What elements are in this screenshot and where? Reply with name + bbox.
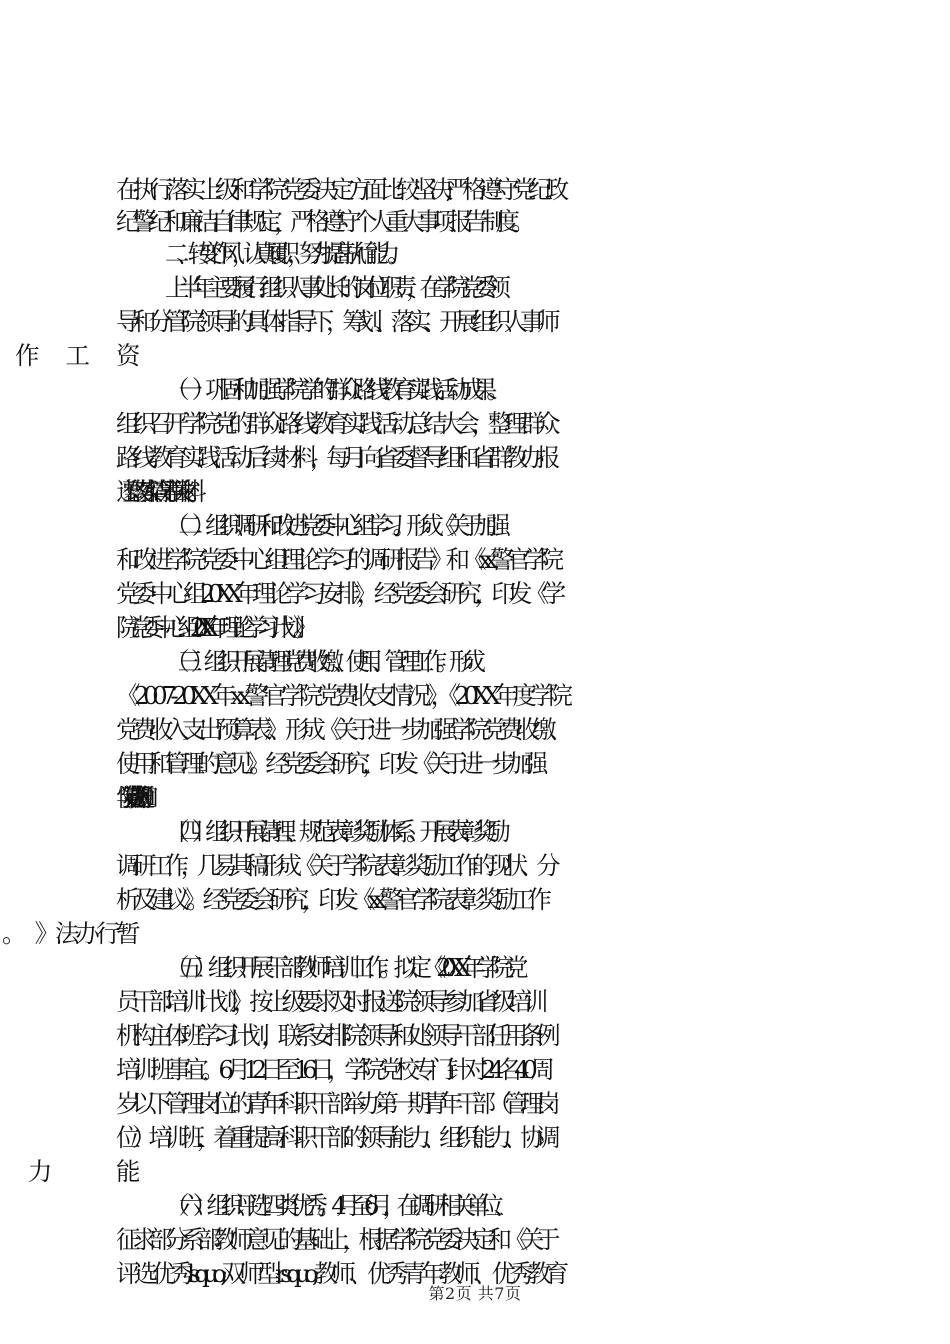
body-line: 导和分管院领导的具体指导下，筹划、落实、开展组织人事师 [116,307,553,336]
section-heading: 二、转变作风，认真履职，努力提高执行能力。 [165,239,399,268]
body-line: 纪警纪和廉洁自律规定，严格遵守个人重大事项报告制度。 [116,207,528,236]
body-line: （三）组织开展清理党费收缴、使用、管理工作。形成 [165,647,475,676]
body-line: 员干部培训计划》，按上级要求及时报送院领导参加省级培训 [116,987,541,1016]
body-line: （五）组织开展干部教师培训工作。拟定《20XX年学院党 [165,953,519,982]
body-line: 机构主体班学习计划，联系安排院领导和处领导干部任用条例 [116,1021,553,1050]
body-line: 调研工作，几易其稿形成《关于学院表彰奖励工作的现状、分 [116,851,553,880]
body-line: 组织召开学院党的群众路线教育实践活动总结大会，整理群众 [116,409,553,438]
body-line [116,1156,950,1188]
body-line: （六）组织评选四类优秀。4月至6月，在调研相关单位、 [165,1191,508,1220]
body-line: （四）组织开展清理、规范表彰奖励体系。开展表彰奖励 [165,817,500,846]
body-line: 培训班事宜。6月12日至16日，学院党校专门针对24名40周 [116,1055,548,1084]
body-line: 和改进学院党委中心组理论学习的调研报告》和《xx警官学院 [116,545,557,574]
body-line: 征求部分系部教师意见的基础上，根据学院党委决定和《关于 [116,1225,553,1254]
body-line: 送整改落实情况等相关材料。 [116,477,195,506]
body-line: 学院党费管理的通知》。 [116,783,129,812]
body-line: 院党委中心组20XX年理论学习计划》。 [116,613,306,642]
body-line: 《2007-20XX年xx警官学院党费收支情况》，《20XX年度学院 [116,681,567,710]
body-line: （二）组织调研和改进党委中心组学习。形成《关于加强 [165,511,500,540]
body-line [116,340,950,372]
body-line: 岁以下管理岗位的青年科职干部举办第一期青年干部（管理岗 [116,1089,553,1118]
body-line: 在执行落实上级和学院党委决定方面比较坚决;严格遵守党纪政 [116,175,562,204]
page-number-footer: 第2页 共7页 [428,1284,522,1303]
body-line [116,918,950,950]
body-line: 党费收入支出预算表》、形成《关于进一步加强学院党费收缴、 [116,715,566,744]
body-line: 使用和管理的意见》。经党委会研究，印发《关于进一步加强 [116,749,541,778]
body-line: 上半年主要履行组织人事处长的岗位职责，在学院党委领 [165,273,500,302]
body-line: 党委中心组20XX年理论学习安排》，经党委会研究，印发《学 [116,579,559,608]
body-line: 析及建议》。经党委会研究，印发《xx警官学院表彰奖励工作 [116,885,544,914]
body-line: 位）培训班，着重提高科职干部的领导能力、组织能力、协调 [116,1123,553,1152]
body-line: 路线教育实践活动后续材料，每月向省委督导组和省群教办报 [116,443,553,472]
body-line: （一）巩固和加强学院学的群众路线教育实践活动成果。 [165,375,500,404]
body-line: 评选优秀lsquo;双师型rsquo;教师、优秀青年教师、优秀教育 [116,1259,563,1288]
